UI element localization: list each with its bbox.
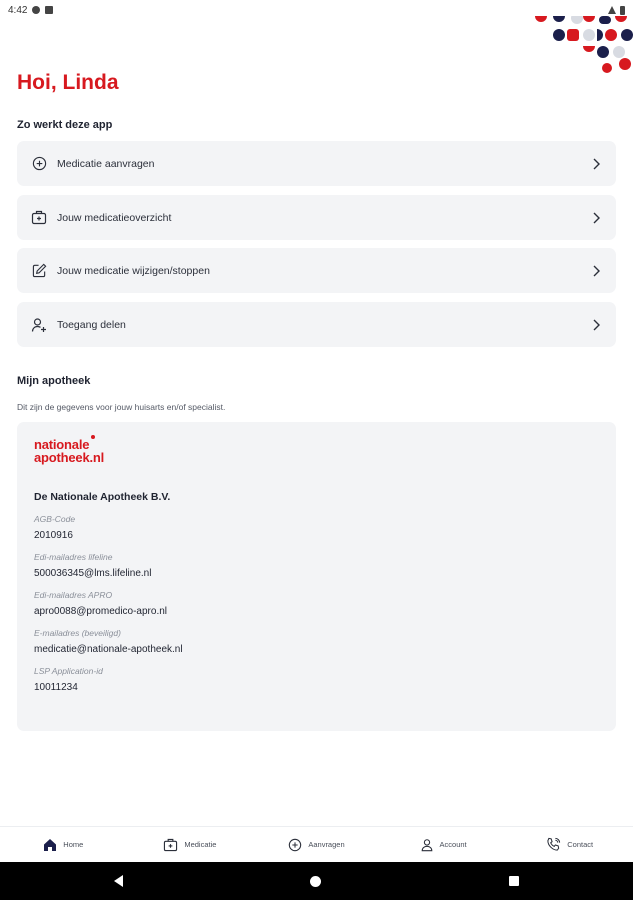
menu-item-label: Toegang delen xyxy=(57,318,126,331)
pharmacy-card xyxy=(17,422,616,731)
wifi-icon xyxy=(608,6,616,14)
nav-item-home[interactable] xyxy=(0,827,127,862)
field-label: Edi-mailadres APRO xyxy=(34,590,113,600)
field-value: apro0088@promedico-apro.nl xyxy=(34,606,168,617)
pharmacy-name: De Nationale Apotheek B.V. xyxy=(34,491,171,503)
sim-card-icon xyxy=(45,6,53,14)
home-icon xyxy=(43,838,57,852)
field-edi-apro xyxy=(34,590,599,617)
nav-item-aanvragen[interactable] xyxy=(253,827,380,862)
user-add-icon xyxy=(31,317,47,333)
nav-item-medicatie[interactable] xyxy=(127,827,254,862)
field-value: 500036345@lms.lifeline.nl xyxy=(34,568,152,579)
chevron-right-icon xyxy=(590,212,602,224)
field-label: LSP Application-id xyxy=(34,666,103,676)
field-label: E-mailadres (beveiligd) xyxy=(34,628,121,638)
phone-icon xyxy=(546,837,561,852)
how-it-works-title: Zo werkt deze app xyxy=(17,119,113,131)
medical-kit-icon xyxy=(163,838,178,852)
field-value: medicatie@nationale-apotheek.nl xyxy=(34,644,183,655)
field-agb-code xyxy=(34,514,599,541)
logo-line-2: apotheek.nl xyxy=(34,450,105,465)
user-icon xyxy=(420,838,434,852)
battery-icon xyxy=(620,6,625,15)
edit-icon xyxy=(31,263,47,279)
nav-label: Medicatie xyxy=(184,840,217,849)
field-email-secure xyxy=(34,628,599,655)
menu-item-label: Medicatie aanvragen xyxy=(57,157,155,170)
field-value: 2010916 xyxy=(34,530,73,541)
status-time: 4:42 xyxy=(8,4,28,16)
menu-item-medicatie-aanvragen[interactable] xyxy=(17,141,616,186)
menu-item-medicatie-wijzigen[interactable] xyxy=(17,248,616,293)
home-button-icon[interactable] xyxy=(310,876,321,887)
settings-icon xyxy=(32,6,40,14)
recent-apps-icon[interactable] xyxy=(509,876,519,886)
system-nav-bar xyxy=(0,862,633,900)
nav-label: Home xyxy=(63,840,84,849)
nav-label: Aanvragen xyxy=(308,840,345,849)
chevron-right-icon xyxy=(590,158,602,170)
nav-label: Account xyxy=(439,840,467,849)
field-label: Edi-mailadres lifeline xyxy=(34,552,113,562)
chevron-right-icon xyxy=(590,265,602,277)
back-icon[interactable] xyxy=(114,875,123,887)
pharmacy-title: Mijn apotheek xyxy=(17,375,91,387)
pharmacy-subtitle: Dit zijn de gegevens voor jouw huisarts en/of specialist. xyxy=(17,402,226,412)
nav-label: Contact xyxy=(567,840,594,849)
field-edi-lifeline xyxy=(34,552,599,579)
logo-dot xyxy=(91,435,95,439)
decorative-pattern xyxy=(533,16,633,78)
field-lsp-application-id xyxy=(34,666,599,693)
greeting-title: Hoi, Linda xyxy=(17,71,119,94)
bottom-nav xyxy=(0,826,633,862)
field-value: 10011234 xyxy=(34,682,78,693)
medical-kit-icon xyxy=(31,210,47,226)
nav-item-contact[interactable] xyxy=(506,827,633,862)
logo-line-1: nationale xyxy=(34,437,90,452)
menu-item-medicatieoverzicht[interactable] xyxy=(17,195,616,240)
plus-circle-icon xyxy=(31,156,47,172)
menu-item-label: Jouw medicatie wijzigen/stoppen xyxy=(57,264,210,277)
pharmacy-logo xyxy=(34,438,144,470)
menu-item-toegang-delen[interactable] xyxy=(17,302,616,347)
plus-circle-icon xyxy=(288,838,302,852)
menu-item-label: Jouw medicatieoverzicht xyxy=(57,211,172,224)
chevron-right-icon xyxy=(590,319,602,331)
field-label: AGB-Code xyxy=(34,514,76,524)
nav-item-account[interactable] xyxy=(380,827,507,862)
